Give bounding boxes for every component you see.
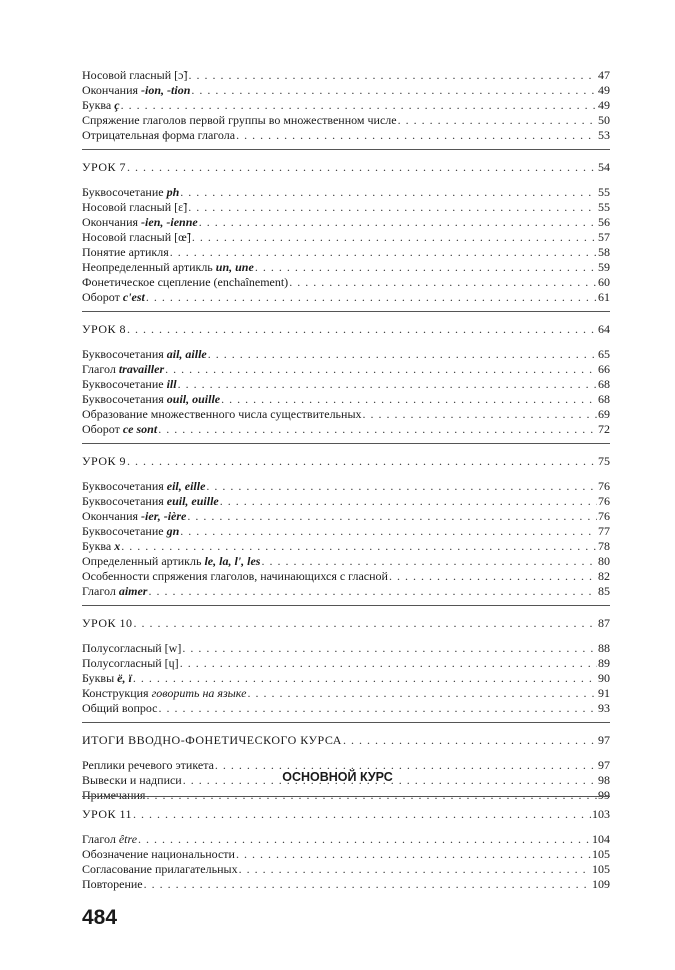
toc-entry-row[interactable]: [82, 83, 610, 98]
dot-leader: [191, 83, 597, 98]
lesson-heading-row[interactable]: [82, 160, 610, 175]
entry-text: Буквосочетания: [82, 347, 167, 361]
toc-entry-row[interactable]: [82, 862, 610, 877]
entry-french-term: euil, euille: [166, 494, 219, 508]
dot-leader: [363, 407, 597, 422]
entry-text: Буква: [82, 98, 115, 112]
entry-french-term: aimer: [118, 584, 148, 598]
page-ref: 60: [598, 275, 610, 289]
page-ref: 72: [598, 422, 610, 436]
lesson-heading-title: [82, 733, 342, 748]
entry-text: Буквы: [82, 671, 118, 685]
entry-text: Образование множественного числа существительных: [82, 407, 362, 421]
entry-french-term: -ion, -tion: [141, 83, 191, 97]
entry-text: Буквосочетания: [82, 392, 167, 406]
toc-entry-title: [82, 347, 207, 362]
entry-italic-term: être: [118, 832, 138, 846]
entry-text: УРОК 7: [82, 160, 126, 174]
toc-entry-row[interactable]: [82, 290, 610, 305]
toc-entry-row[interactable]: [82, 641, 610, 656]
toc-entry-title: [82, 539, 120, 554]
toc-entry-row[interactable]: [82, 584, 610, 599]
page-ref: 49: [598, 83, 610, 97]
page-ref: 61: [598, 290, 610, 304]
entry-text: Глагол: [82, 362, 119, 376]
toc-entry-title: [82, 68, 187, 83]
entry-text: Согласование прилагательных: [82, 862, 238, 876]
toc-entry-row[interactable]: [82, 230, 610, 245]
dot-leader: [221, 392, 597, 407]
page-ref: 104: [592, 832, 610, 846]
main-course-section: [82, 796, 610, 892]
toc-entry-title: [82, 701, 158, 716]
lesson-heading-title: [82, 322, 126, 337]
entry-text: Определенный артикль: [82, 554, 205, 568]
page-ref: 105: [592, 847, 610, 861]
toc-entry-row[interactable]: [82, 832, 610, 847]
lesson-heading-row[interactable]: [82, 616, 610, 631]
entry-text: Отрицательная форма глагола: [82, 128, 236, 142]
page-ref: 54: [598, 160, 610, 174]
toc-entry-title: [82, 113, 397, 128]
toc-entry-title: [82, 494, 219, 509]
toc-entry-row[interactable]: [82, 407, 610, 422]
dot-leader: [127, 160, 597, 175]
dot-leader: [261, 554, 597, 569]
page-ref: 85: [598, 584, 610, 598]
entry-french-term: c'est: [122, 290, 145, 304]
entry-text: Оборот: [82, 290, 123, 304]
dot-leader: [165, 362, 597, 377]
page-ref: 88: [598, 641, 610, 655]
toc-entry-row[interactable]: [82, 128, 610, 143]
entry-text: Спряжение глаголов первой группы во множественном числе: [82, 113, 397, 127]
toc-entry-row[interactable]: [82, 245, 610, 260]
page-ref: 76: [598, 479, 610, 493]
page-ref: 55: [598, 185, 610, 199]
entry-text: Реплики речевого этикета: [82, 758, 214, 772]
toc-entry-title: [82, 479, 205, 494]
toc-entry-row[interactable]: [82, 68, 610, 83]
toc-entry-title: [82, 215, 198, 230]
entry-french-term: un, une: [215, 260, 254, 274]
dot-leader: [239, 862, 591, 877]
entry-italic-term: говорить на языке: [151, 686, 247, 700]
entry-text: Особенности спряжения глаголов, начинающихся с гласной: [82, 569, 388, 583]
page-ref: 91: [598, 686, 610, 700]
page-ref: 75: [598, 454, 610, 468]
entry-text: Глагол: [82, 832, 119, 846]
page-ref: 56: [598, 215, 610, 229]
lesson-heading-row[interactable]: [82, 807, 610, 822]
toc-entry-title: [82, 862, 238, 877]
toc-entry-row[interactable]: [82, 422, 610, 437]
entry-french-term: ail, aille: [166, 347, 207, 361]
toc-entry-title: [82, 128, 235, 143]
toc-entry-title: [82, 290, 145, 305]
page-ref: 65: [598, 347, 610, 361]
dot-leader: [121, 539, 597, 554]
toc-entry-title: [82, 377, 177, 392]
dot-leader: [180, 656, 597, 671]
entry-text: Буквосочетание: [82, 524, 167, 538]
entry-text: Вывески и надписи: [82, 773, 182, 787]
toc-entry-row[interactable]: [82, 494, 610, 509]
entry-text: Буквосочетание: [82, 377, 167, 391]
entry-french-term: -ien, -ienne: [141, 215, 198, 229]
page-ref: 68: [598, 392, 610, 406]
entry-french-term: ill: [166, 377, 177, 391]
toc-entry-title: [82, 362, 164, 377]
lesson-heading-row[interactable]: [82, 454, 610, 469]
page-ref: 77: [598, 524, 610, 538]
dot-leader: [127, 454, 597, 469]
dot-leader: [188, 68, 597, 83]
toc-entry-title: [82, 524, 179, 539]
entry-french-term: ph: [166, 185, 180, 199]
lesson-heading-title: [82, 807, 132, 822]
page-number: 484: [82, 906, 118, 929]
toc-section: [82, 322, 610, 444]
lesson-heading-row[interactable]: [82, 733, 610, 748]
page-ref: 58: [598, 245, 610, 259]
entry-text: Неопределенный артикль: [82, 260, 216, 274]
lesson-heading-title: [82, 160, 126, 175]
toc-entry-row[interactable]: [82, 347, 610, 362]
toc-entry-title: [82, 509, 186, 524]
toc-entry-title: [82, 245, 169, 260]
page-ref: 109: [592, 877, 610, 891]
dot-leader: [146, 290, 597, 305]
dot-leader: [398, 113, 597, 128]
dot-leader: [158, 422, 597, 437]
entry-text: Буквосочетание: [82, 185, 167, 199]
toc-entry-row[interactable]: [82, 554, 610, 569]
page-ref: 99: [598, 788, 610, 802]
entry-text: Буква: [82, 539, 115, 553]
page-ref: 49: [598, 98, 610, 112]
entry-text: Окончания: [82, 215, 142, 229]
dot-leader: [389, 569, 597, 584]
entry-text: Понятие артикля: [82, 245, 169, 259]
entry-text: Обозначение национальности: [82, 847, 235, 861]
page-ref: 87: [598, 616, 610, 630]
entry-french-term: eil, eille: [166, 479, 206, 493]
dot-leader: [178, 377, 597, 392]
toc-entry-title: [82, 877, 143, 892]
toc-entry-row[interactable]: [82, 362, 610, 377]
toc-entry-row[interactable]: [82, 509, 610, 524]
dot-leader: [255, 260, 597, 275]
dot-leader: [187, 509, 597, 524]
toc-entry-title: [82, 671, 132, 686]
entry-text: Носовой гласный [œ̃]: [82, 230, 191, 244]
toc-entry-title: [82, 275, 288, 290]
dot-leader: [159, 701, 598, 716]
toc-entry-row[interactable]: [82, 215, 610, 230]
toc-entry-row[interactable]: [82, 392, 610, 407]
page-ref: 89: [598, 656, 610, 670]
dot-leader: [236, 847, 591, 862]
toc-entry-title: [82, 847, 235, 862]
toc-entry-row[interactable]: [82, 275, 610, 290]
dot-leader: [180, 185, 597, 200]
page-ref: 76: [598, 509, 610, 523]
toc-entry-row[interactable]: [82, 686, 610, 701]
entry-french-term: -ier, -ière: [141, 509, 187, 523]
entry-text: Буквосочетания: [82, 494, 167, 508]
page-ref: 105: [592, 862, 610, 876]
entry-text: ИТОГИ ВВОДНО-ФОНЕТИЧЕСКОГО КУРСА: [82, 733, 342, 747]
entry-text: УРОК 9: [82, 454, 126, 468]
entry-text: УРОК 11: [82, 807, 133, 821]
entry-text: Фонетическое сцепление (enchaînement): [82, 275, 289, 289]
toc-entry-title: [82, 832, 137, 847]
lesson-heading-title: [82, 616, 133, 631]
toc-section: [82, 454, 610, 606]
toc-entry-title: [82, 200, 187, 215]
dot-leader: [192, 230, 597, 245]
dot-leader: [170, 245, 597, 260]
toc-entry-title: [82, 260, 254, 275]
dot-leader: [182, 641, 597, 656]
page-ref: 68: [598, 377, 610, 391]
page-ref: 78: [598, 539, 610, 553]
dot-leader: [133, 671, 597, 686]
page-ref: 82: [598, 569, 610, 583]
toc-entry-title: [82, 656, 179, 671]
main-course-title: ОСНОВНОЙ КУРС: [282, 770, 393, 784]
dot-leader: [343, 733, 597, 748]
toc-entry-row[interactable]: [82, 847, 610, 862]
entry-french-term: ce sont: [122, 422, 158, 436]
entry-text: Полусогласный [ɥ]: [82, 656, 179, 670]
page-ref: 66: [598, 362, 610, 376]
dot-leader: [127, 322, 597, 337]
page-ref: 97: [598, 758, 610, 772]
toc-entry-row[interactable]: [82, 671, 610, 686]
page-ref: 90: [598, 671, 610, 685]
page-ref: 76: [598, 494, 610, 508]
entry-french-term: ouil, ouille: [166, 392, 221, 406]
toc-section: [82, 616, 610, 723]
toc-section: [82, 160, 610, 312]
toc-entry-row[interactable]: [82, 185, 610, 200]
toc-section: [82, 68, 610, 150]
toc-entry-row[interactable]: [82, 377, 610, 392]
toc-entry-row[interactable]: [82, 877, 610, 892]
entry-french-term: ë, ï: [117, 671, 132, 685]
entry-text: Буквосочетания: [82, 479, 167, 493]
toc-entry-row[interactable]: [82, 656, 610, 671]
toc-entry-title: [82, 83, 190, 98]
dot-leader: [236, 128, 597, 143]
page-ref: 53: [598, 128, 610, 142]
toc-entry-title: [82, 641, 181, 656]
page-ref: 69: [598, 407, 610, 421]
page-ref: 97: [598, 733, 610, 747]
entry-text: Носовой гласный [ɔ̃]: [82, 68, 188, 82]
toc-entry-title: [82, 584, 147, 599]
toc-entry-row[interactable]: [82, 701, 610, 716]
entry-french-term: gn: [166, 524, 180, 538]
toc-entry-title: [82, 554, 260, 569]
toc-entry-row[interactable]: [82, 569, 610, 584]
entry-text: Полусогласный [w]: [82, 641, 182, 655]
entry-text: Глагол: [82, 584, 119, 598]
page-ref: 55: [598, 200, 610, 214]
dot-leader: [148, 584, 597, 599]
toc-entry-row[interactable]: [82, 479, 610, 494]
toc-entry-title: [82, 407, 362, 422]
dot-leader: [180, 524, 597, 539]
page-ref: 47: [598, 68, 610, 82]
toc-entry-title: [82, 422, 157, 437]
entry-text: Повторение: [82, 877, 143, 891]
dot-leader: [138, 832, 591, 847]
page-ref: 64: [598, 322, 610, 336]
dot-leader: [289, 275, 597, 290]
dot-leader: [206, 479, 597, 494]
toc-entry-title: [82, 230, 191, 245]
entry-text: Носовой гласный [ɛ̃]: [82, 200, 188, 214]
toc-entry-title: [82, 98, 120, 113]
page-ref: 57: [598, 230, 610, 244]
entry-text: УРОК 8: [82, 322, 126, 336]
toc-entry-row[interactable]: [82, 98, 610, 113]
toc-entry-row[interactable]: [82, 113, 610, 128]
dot-leader: [220, 494, 597, 509]
table-of-contents: [82, 68, 610, 809]
page-ref: 80: [598, 554, 610, 568]
dot-leader: [144, 877, 591, 892]
entry-french-term: ç: [114, 98, 120, 112]
dot-leader: [247, 686, 597, 701]
entry-text: Конструкция: [82, 686, 152, 700]
lesson-heading-row[interactable]: [82, 322, 610, 337]
toc-entry-title: [82, 569, 388, 584]
page-ref: 50: [598, 113, 610, 127]
page-ref: 98: [598, 773, 610, 787]
entry-text: Общий вопрос: [82, 701, 158, 715]
toc-entry-row[interactable]: [82, 200, 610, 215]
dot-leader: [121, 98, 597, 113]
entry-text: Окончания: [82, 509, 142, 523]
entry-text: УРОК 10: [82, 616, 133, 630]
entry-text: Примечания: [82, 788, 146, 802]
page-ref: 103: [592, 807, 610, 821]
page-ref: 59: [598, 260, 610, 274]
entry-french-term: le, la, l', les: [204, 554, 261, 568]
toc-entry-title: [82, 686, 246, 701]
dot-leader: [208, 347, 597, 362]
toc-entry-row[interactable]: [82, 260, 610, 275]
lesson-heading-title: [82, 454, 126, 469]
entry-french-term: x: [114, 539, 121, 553]
page-ref: 93: [598, 701, 610, 715]
toc-entry-title: [82, 392, 220, 407]
entry-french-term: travailler: [118, 362, 165, 376]
entry-text: Оборот: [82, 422, 123, 436]
dot-leader: [133, 807, 591, 822]
toc-entry-title: [82, 185, 179, 200]
toc-entry-row[interactable]: [82, 524, 610, 539]
dot-leader: [199, 215, 597, 230]
dot-leader: [188, 200, 597, 215]
dot-leader: [134, 616, 598, 631]
entry-text: Окончания: [82, 83, 142, 97]
toc-entry-row[interactable]: [82, 539, 610, 554]
